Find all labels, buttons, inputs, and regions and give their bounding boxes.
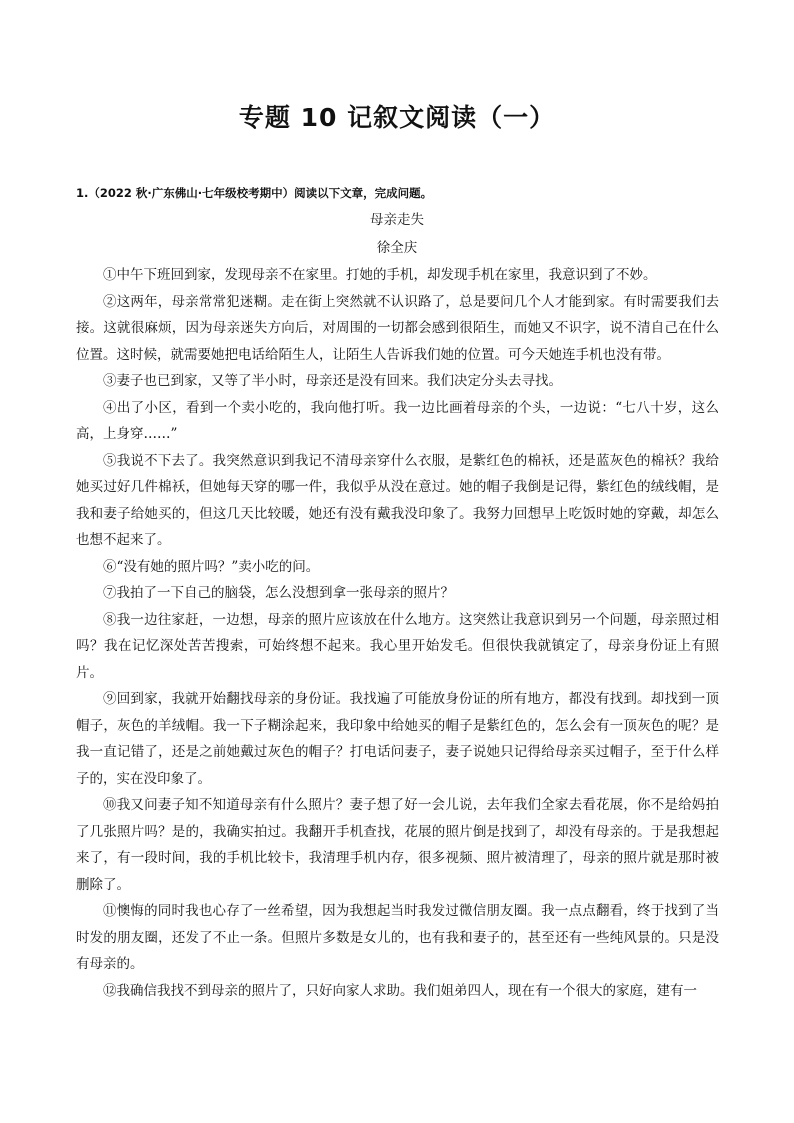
document-title: 专题 10 记叙文阅读（一）: [238, 103, 556, 132]
article-title: 母亲走失: [370, 212, 424, 228]
article-body: [76, 262, 719, 1004]
paragraph-9: ⑨回到家，我就开始翻找母亲的身份证。我找遍了可能放身份证的所有地方，都没有找到。却找到一顶帽子，灰色的羊绒帽。我一下子糊涂起来，我印象中给她买的帽子是紫红色的，怎么会有一顶灰色的呢？是我一直记错了，还是之前她戴过灰色的帽子？打电话问妻子，妻子说她只记得给母亲买过帽子，至于什么样子的，实在没印象了。: [76, 691, 719, 787]
paragraph-2: ②这两年，母亲常常犯迷糊。走在街上突然就不认识路了，总是要问几个人才能到家。有时需要我们去接。这就很麻烦，因为母亲迷失方向后，对周围的一切都会感到很陌生，而她又不识字，说不清自己在什么位置。这时候，就需要她把电话给陌生人，让陌生人告诉我们她的位置。可今天她连手机也没有带。: [76, 293, 719, 363]
article-author: 徐全庆: [376, 240, 418, 256]
question-header: 1.（2022 秋·广东佛山·七年级校考期中）阅读以下文章，完成问题。: [76, 186, 433, 200]
paragraph-4: ④出了小区，看到一个卖小吃的，我向他打听。我一边比画着母亲的个头，一边说：“七八十岁，这么高，上身穿……”: [76, 399, 719, 442]
paragraph-7: ⑦我拍了一下自己的脑袋，怎么没想到拿一张母亲的照片？: [103, 585, 454, 601]
paragraph-5: ⑤我说不下去了。我突然意识到我记不清母亲穿什么衣服，是紫红色的棉袄，还是蓝灰色的棉袄？我给她买过好几件棉袄，但她每天穿的哪一件，我似乎从没在意过。她的帽子我倒是记得，紫红色的绒线帽，是我和妻子给她买的，但这几天比较暖，她还有没有戴我没印象了。我努力回想早上吃饭时她的穿戴，却怎么也想不起来了。: [76, 452, 719, 548]
paragraph-12: ⑫我确信我找不到母亲的照片了，只好向家人求助。我们姐弟四人，现在有一个很大的家庭，建有一: [103, 982, 697, 999]
paragraph-10: ⑩我又问妻子知不知道母亲有什么照片？妻子想了好一会儿说，去年我们全家去看花展，你不是给妈拍了几张照片吗？是的，我确实拍过。我翻开手机查找，花展的照片倒是找到了，却没有母亲的。于是我想起来了，有一段时间，我的手机比较卡，我清理手机内存，很多视频、照片被清理了，母亲的照片就是那时被删除了。: [76, 797, 719, 893]
paragraph-1: ①中午下班回到家，发现母亲不在家里。打她的手机，却发现手机在家里，我意识到了不妙。: [103, 267, 657, 283]
paragraph-8: ⑧我一边往家赶，一边想，母亲的照片应该放在什么地方。这突然让我意识到另一个问题，母亲照过相吗？我在记忆深处苦苦搜索，可始终想不起来。我心里开始发毛。但很快我就镇定了，母亲身份证上有照片。: [76, 611, 719, 681]
paragraph-11: ⑪懊悔的同时我也心存了一丝希望，因为我想起当时我发过微信朋友圈。我一点点翻看，终于找到了当时发的朋友圈，还发了不止一条。但照片多数是女儿的，也有我和妻子的，甚至还有一些纯风景的。只是没有母亲的。: [76, 903, 719, 972]
paragraph-6: ⑥“没有她的照片吗？”卖小吃的问。: [103, 558, 320, 575]
paragraph-3: ③妻子也已到家，又等了半小时，母亲还是没有回来。我们决定分头去寻找。: [103, 373, 562, 389]
